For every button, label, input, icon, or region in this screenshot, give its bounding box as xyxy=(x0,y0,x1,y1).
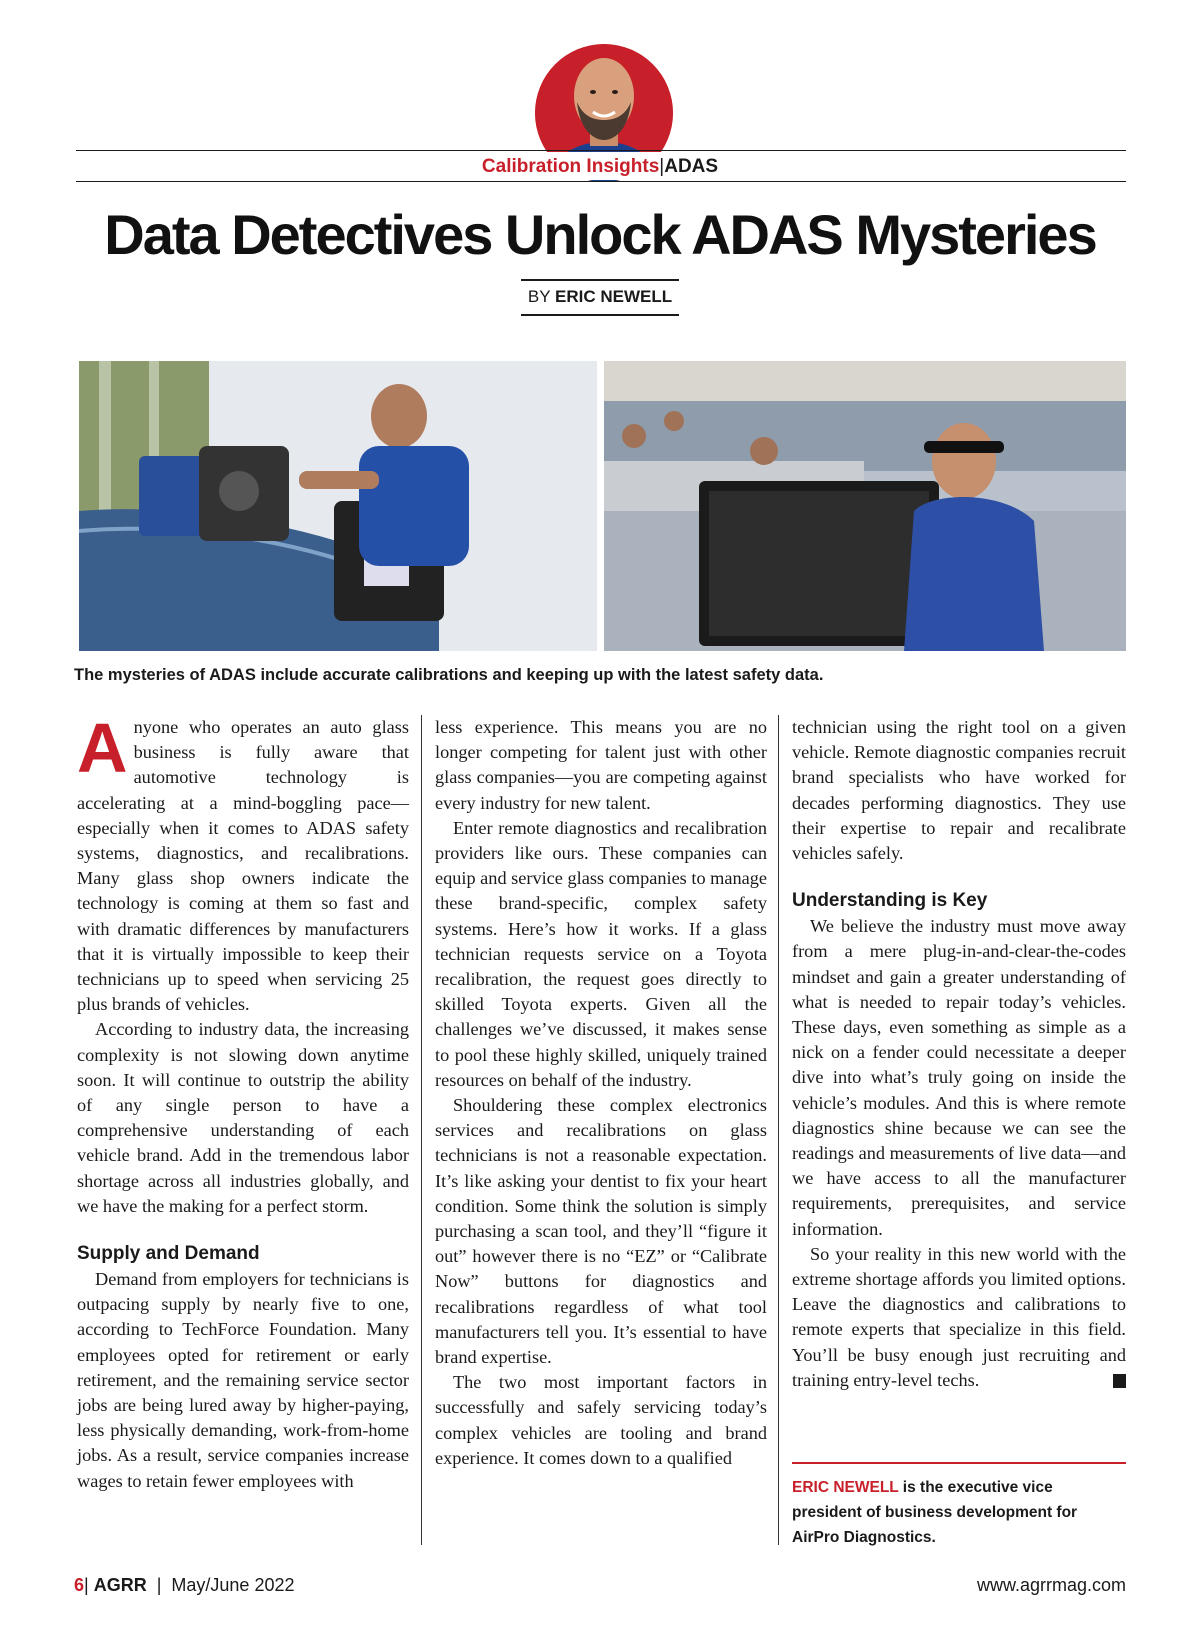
column-divider xyxy=(778,715,779,1545)
section-topic: ADAS xyxy=(664,156,719,177)
article-column-2 xyxy=(435,715,767,1471)
paragraph: less experience. This means you are no longer competing for talent just with other glass companies—you are competing against every industry for new talent. xyxy=(435,717,767,813)
header-top-rule xyxy=(76,150,1126,151)
paragraph: The two most important factors in successfully and safely servicing today’s complex vehicles are tooling and brand experience. It comes down to a qualified xyxy=(435,1372,767,1468)
photo-caption: The mysteries of ADAS include accurate calibrations and keeping up with the latest safety data. xyxy=(74,666,824,684)
paragraph-text: So your reality in this new world with the extreme shortage affords you limited options. Leave the diagnostics and calibrations to remote experts that specialize in this field. You’ll be busy enough just recruiting and training entry-level techs. xyxy=(792,1243,1126,1390)
paragraph-text: nyone who operates an auto glass business is fully aware that automotive technology is accelerating at a mind-boggling pace—especially when it comes to ADAS safety systems, diagnostics, and recalibrations. Many glass shop owners indicate the technology is coming at them so fast and with dramatic differences by manufacturers that it is virtually impossible to keep their technicians up to speed when servicing 25 plus brands of vehicles. xyxy=(77,717,409,1015)
byline-author: ERIC NEWELL xyxy=(555,287,673,306)
paragraph: Enter remote diagnostics and recalibration providers like ours. These companies can equip and service glass companies to manage these brand-specific, complex safety systems. Here’s how it works. If a glass technician requests service on a Toyota recalibration, the request goes directly to skilled Toyota experts. Given all the challenges we’ve discussed, it makes sense to pool these highly skilled, uniquely trained resources on behalf of the industry. xyxy=(435,817,767,1090)
footer-folio: 6| AGRR | May/June 2022 xyxy=(74,1575,295,1595)
header-bottom-rule xyxy=(76,181,1126,182)
article-column-3 xyxy=(792,715,1126,1393)
photo-remote-diagnostics-center xyxy=(604,361,1126,651)
paragraph: Demand from employers for technicians is outpacing supply by nearly five to one, according to TechForce Foundation. Many employees opted for retirement or early retirement, and the remaining service sector jobs are being lured away by higher-paying, less physically demanding, work-from-home jobs. As a result, service companies increase wages to retain fewer employees with xyxy=(77,1269,409,1491)
author-bio xyxy=(792,1475,1126,1550)
end-mark-icon xyxy=(1113,1374,1126,1388)
article-column-1 xyxy=(77,709,409,1494)
section-label: Calibration Insights xyxy=(481,156,660,177)
article-headline: Data Detectives Unlock ADAS Mysteries xyxy=(104,203,1096,266)
byline xyxy=(521,279,679,316)
paragraph: According to industry data, the increasing complexity is not slowing down anytime soon. It will continue to outstrip the ability of any single person to have a comprehensive understanding of each vehicle brand. Add in the tremendous labor shortage across all industries globally, and we have the making for a perfect storm. xyxy=(77,1019,409,1216)
dropcap: A xyxy=(77,709,128,787)
subheading-supply-demand: Supply and Demand xyxy=(77,1243,260,1265)
issue-date: May/June 2022 xyxy=(171,1575,295,1595)
page-number: 6 xyxy=(74,1575,85,1595)
photo-technician-calibration xyxy=(79,361,597,651)
section-kicker xyxy=(0,156,1200,178)
byline-prefix: BY xyxy=(527,287,551,306)
bio-text: is the executive vice president of business development for AirPro Diagnostics. xyxy=(792,1479,1078,1546)
column-divider xyxy=(421,715,422,1545)
subheading-understanding: Understanding is Key xyxy=(792,890,988,912)
paragraph xyxy=(792,1242,1126,1393)
bio-name: ERIC NEWELL xyxy=(792,1479,899,1496)
bio-rule xyxy=(792,1462,1126,1464)
section-separator: | xyxy=(659,156,665,177)
paragraph: technician using the right tool on a given vehicle. Remote diagnostic companies recruit brand specialists who have worked for decades performing diagnostics. They use their expertise to repair and recalibrate vehicles safely. xyxy=(792,717,1126,864)
paragraph: We believe the industry must move away from a mere plug-in-and-clear-the-codes mindset and gain a greater understanding of what is needed to repair today’s vehicles. These days, even something as simple as a nick on a fender could necessitate a deeper dive into what’s truly going on inside the vehicle’s modules. And this is where remote diagnostics shine because we can see the readings and measurements of live data—and we have access to all the manufacturer requirements, prerequisites, and service information. xyxy=(792,916,1126,1239)
paragraph xyxy=(77,709,409,1017)
magazine-name: AGRR xyxy=(93,1575,147,1595)
footer-bar: | xyxy=(84,1575,89,1595)
paragraph: Shouldering these complex electronics services and recalibrations on glass technicians is not a reasonable expectation. It’s like asking your dentist to fix your heart condition. Some think the solution is simply purchasing a scan tool, and they’ll “figure it out” however there is no “EZ” or “Calibrate Now” buttons for diagnostics and recalibrations regardless of what tool manufacturers tell you. It’s essential to have brand expertise. xyxy=(435,1095,767,1368)
footer-website: www.agrrmag.com xyxy=(976,1575,1126,1595)
